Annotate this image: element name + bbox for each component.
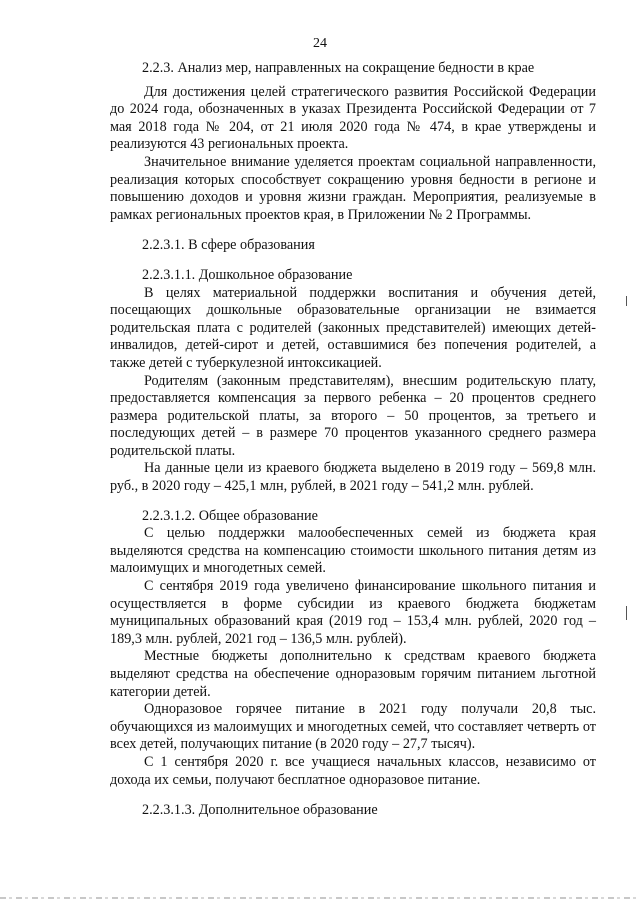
- paragraph: Родителям (законным представителям), внесшим родительскую плату, предоставляется компенсация за первого ребенка – 20 процентов среднего размера родительской платы, за второго – 50 процентов, за третьего и последующих детей – в размере 70 процентов указанного среднего размера родительской платы.: [110, 372, 596, 459]
- page-content: [110, 60, 596, 820]
- paragraph: С целью поддержки малообеспеченных семей из бюджета края выделяются средства на компенсацию стоимости школьного питания детям из малоимущих и многодетных семей.: [110, 525, 596, 577]
- paragraph: С сентября 2019 года увеличено финансирование школьного питания и осуществляется в форме субсидии из краевого бюджета бюджетам муниципальных образований края (2019 год – 153,4 млн. рублей, 2020 год – 189,3 млн. рублей, 2021 год – 136,5 млн. рублей).: [110, 578, 596, 647]
- paragraph: Одноразовое горячее питание в 2021 году получали 20,8 тыс. обучающихся из малоимущих и многодетных семей, что составляет четверть от всех детей, получающих питание (в 2020 году – 27,7 тысяч).: [110, 701, 596, 753]
- paragraph: На данные цели из краевого бюджета выделено в 2019 году – 569,8 млн. руб., в 2020 году – 425,1 млн, рублей, в 2021 году – 541,2 млн. рублей.: [110, 460, 596, 495]
- section-heading-2-2-3-1-3: 2.2.3.1.3. Дополнительное образование: [142, 802, 378, 819]
- page-number: 24: [313, 36, 327, 51]
- scan-edge-noise: [0, 897, 640, 899]
- section-heading-2-2-3: 2.2.3. Анализ мер, направленных на сокращение бедности в крае: [142, 60, 535, 76]
- paragraph: В целях материальной поддержки воспитания и обучения детей, посещающих дошкольные образовательные организации не взимается родительская плата с родителей (законных представителей) имеющих детей-инвалидов, детей-сирот и детей, оставшимися без попечения родителей, а также детей с туберкулезной интоксикацией.: [110, 284, 596, 371]
- scan-margin-mark: [626, 296, 627, 306]
- paragraph: Значительное внимание уделяется проектам социальной направленности, реализация которых способствует сокращению уровня бедности в регионе и повышению доходов и уровня жизни граждан. Мероприятия, реализуемые в рамках региональных проектов края, в Приложении № 2 Программы.: [110, 153, 596, 223]
- paragraph: Местные бюджеты дополнительно к средствам краевого бюджета выделяют средства на обеспечение одноразовым горячим питанием льготной категории детей.: [110, 648, 596, 700]
- section-heading-2-2-3-1-2: 2.2.3.1.2. Общее образование: [142, 507, 318, 524]
- scan-margin-mark: [626, 606, 627, 620]
- paragraph: С 1 сентября 2020 г. все учащиеся начальных классов, независимо от дохода их семьи, получают бесплатное одноразовое питание.: [110, 753, 596, 788]
- paragraph: Для достижения целей стратегического развития Российской Федерации до 2024 года, обозначенных в указах Президента Российской Федерации от 7 мая 2018 года № 204, от 21 июля 2020 года № 474, в крае утверждены и реализуются 43 региональных проекта.: [110, 83, 596, 153]
- section-heading-2-2-3-1: 2.2.3.1. В сфере образования: [142, 237, 315, 254]
- section-heading-2-2-3-1-1: 2.2.3.1.1. Дошкольное образование: [142, 266, 353, 283]
